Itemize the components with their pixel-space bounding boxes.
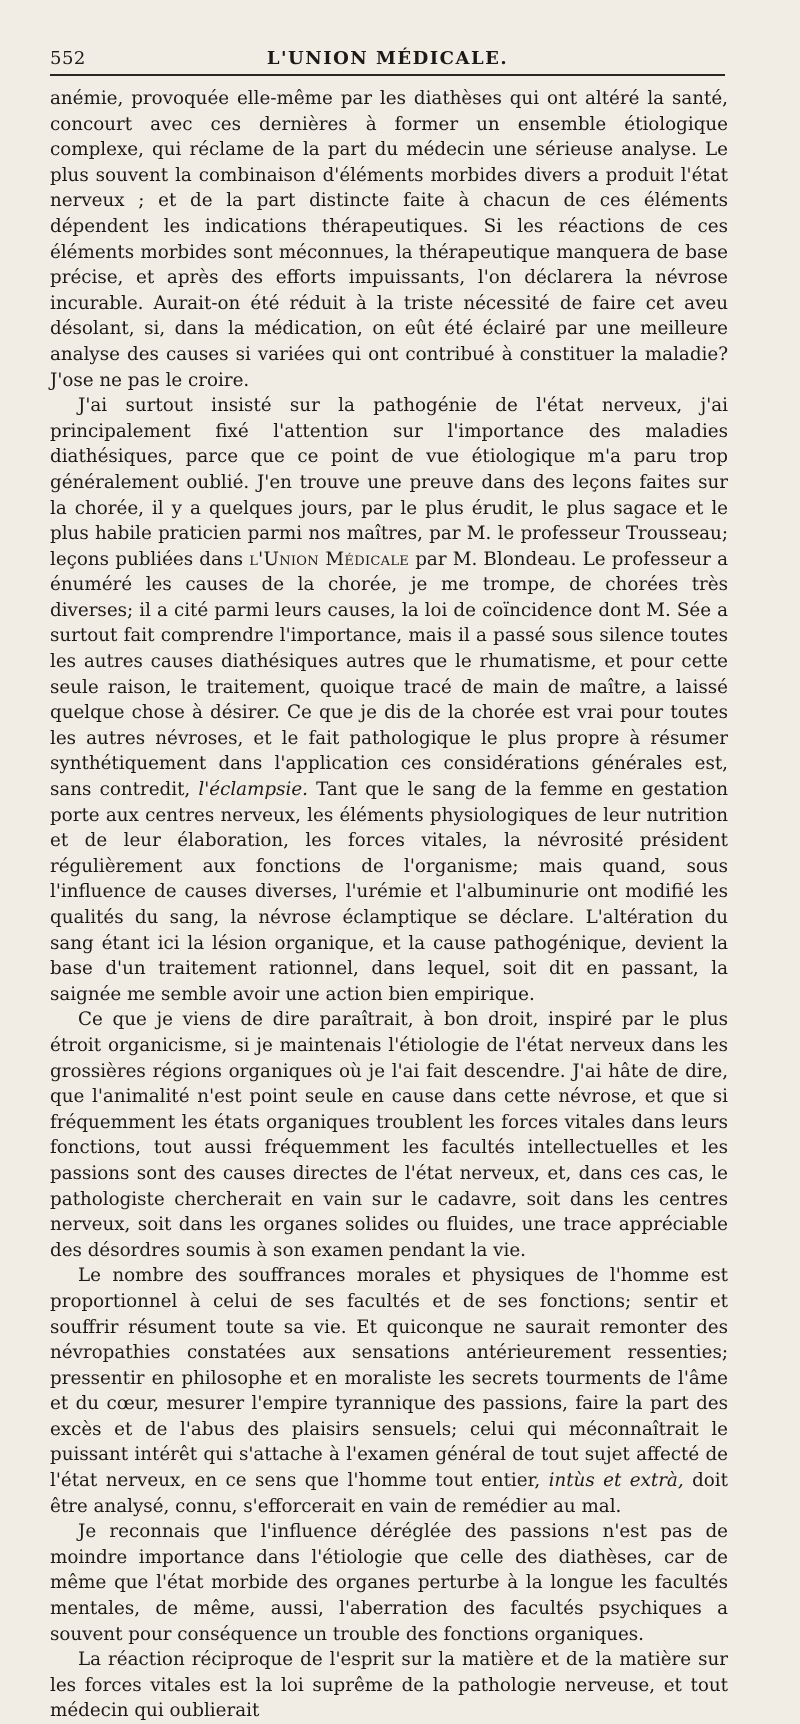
- paragraph-text: doit être analysé, connu, s'efforcerait en vain de remédier au mal.: [50, 1470, 728, 1517]
- paragraph-p6: [50, 1647, 728, 1724]
- paragraph-text: Tant que le sang de la femme en gestation porte aux centres nerveux, les éléments physiologiques de leur nutrition et de leur élaboration, les forces vitales, la névrosité président régulièrement aux fonctions de l'organisme; mais quand, sous l'influence de causes diverses, l'urémie et l'albuminurie ont modifié les qualités du sang, la névrose éclamptique se déclare. L'altération du sang étant ici la lésion organique, et la cause pathogénique, devient la base d'un traitement rationnel, dans lequel, soit dit en passant, la saignée me semble avoir une action bien empirique.: [50, 779, 728, 1005]
- paragraph-p4: [50, 1263, 728, 1519]
- header-rule: [50, 74, 725, 76]
- journal-name-smallcaps: l'Union Médicale: [249, 548, 410, 570]
- paragraph-p2: [50, 393, 728, 1007]
- paragraph-p3: [50, 1007, 728, 1263]
- page-number: 552: [50, 48, 86, 69]
- paragraph-p5: [50, 1519, 728, 1647]
- paragraph-text: Je reconnais que l'influence déréglée des passions n'est pas de moindre importance dans l'étiologie que celle des diathèses, car de même que l'état morbide des organes perturbe à la longue les facultés mentales, de même, aussi, l'aberration des facultés psychiques a souvent pour conséquence un trouble des fonctions organiques.: [50, 1521, 728, 1645]
- paragraph-p1: [50, 86, 728, 393]
- paragraph-text: J'ai surtout insisté sur la pathogénie de l'état nerveux, j'ai principalement fixé l'attention sur l'importance des maladies diathésiques, parce que ce point de vue étiologique m'a paru trop généralement oublié. J'en trouve une preuve dans des leçons faites sur la chorée, il y a quelques jours, par le plus érudit, le plus sagace et le plus habile praticien parmi nos maîtres, par M. le professeur Trousseau; leçons publiées dans: [50, 395, 728, 570]
- page-header: [50, 40, 725, 76]
- paragraph-text: anémie, provoquée elle-même par les diathèses qui ont altéré la santé, concourt avec ces dernières à former un ensemble étiologique complexe, qui réclame de la part du médecin une sérieuse analyse. Le plus souvent la combinaison d'éléments morbides divers a produit l'état nerveux ; et de la part distincte faite à chacun de ces éléments dépendent les indications thérapeutiques. Si les réactions de ces éléments morbides sont méconnues, la thérapeutique manquera de base précise, et après des efforts impuissants, l'on déclarera la névrose incurable. Aurait-on été réduit à la triste nécessité de faire cet aveu désolant, si, dans la médication, on eût été éclairé par une meilleure analyse des causes si variées qui ont contribué à constituer la maladie? J'ose ne pas le croire.: [50, 88, 728, 391]
- paragraph-text: par M. Blondeau. Le professeur a énuméré les causes de la chorée, je me trompe, de chorées très diverses; il a cité parmi leurs causes, la loi de coïncidence dont M. Sée a surtout fait comprendre l'importance, mais il a passé sous silence toutes les autres causes diathésiques autres que le rhumatisme, et pour cette seule raison, le traitement, quoique tracé de main de maître, a laissé quelque chose à désirer. Ce que je dis de la chorée est vrai pour toutes les autres névroses, et le fait pathologique le plus propre à résumer synthétiquement dans l'application ces considérations générales est, sans contredit,: [50, 548, 728, 801]
- paragraph-text: La réaction réciproque de l'esprit sur la matière et de la matière sur les forces vitales est la loi suprême de la pathologie nerveuse, et tout médecin qui oublierait: [50, 1649, 728, 1722]
- italic-text: intùs et extrà,: [548, 1470, 684, 1492]
- article-body: [50, 86, 728, 1724]
- paragraph-text: Ce que je viens de dire paraîtrait, à bon droit, inspiré par le plus étroit organicisme, si je maintenais l'étiologie de l'état nerveux dans les grossières régions organiques où je l'ai fait descendre. J'ai hâte de dire, que l'animalité n'est point seule en cause dans cette névrose, et que si fréquemment les états organiques troublent les forces vitales dans leurs fonctions, tout aussi fréquemment les facultés intellectuelles et les passions sont des causes directes de l'état nerveux, et, dans ces cas, le pathologiste chercherait en vain sur le cadavre, soit dans les centres nerveux, soit dans les organes solides ou fluides, une trace appréciable des désordres soumis à son examen pendant la vie.: [50, 1009, 728, 1261]
- paragraph-text: Le nombre des souffrances morales et physiques de l'homme est proportionnel à celui de ses facultés et de ses fonctions; sentir et souffrir résument toute sa vie. Et quiconque ne saurait remonter des névropathies constatées aux sensations antérieurement ressenties; pressentir en philosophe et en moraliste les secrets tourments de l'âme et du cœur, mesurer l'empire tyrannique des passions, faire la part des excès et de l'abus des plaisirs sensuels; celui qui méconnaîtrait le puissant intérêt qui s'attache à l'examen général de tout sujet affecté de l'état nerveux, en ce sens que l'homme tout entier,: [50, 1265, 728, 1492]
- italic-text: l'éclampsie.: [198, 779, 308, 801]
- running-title: L'UNION MÉDICALE.: [266, 48, 509, 69]
